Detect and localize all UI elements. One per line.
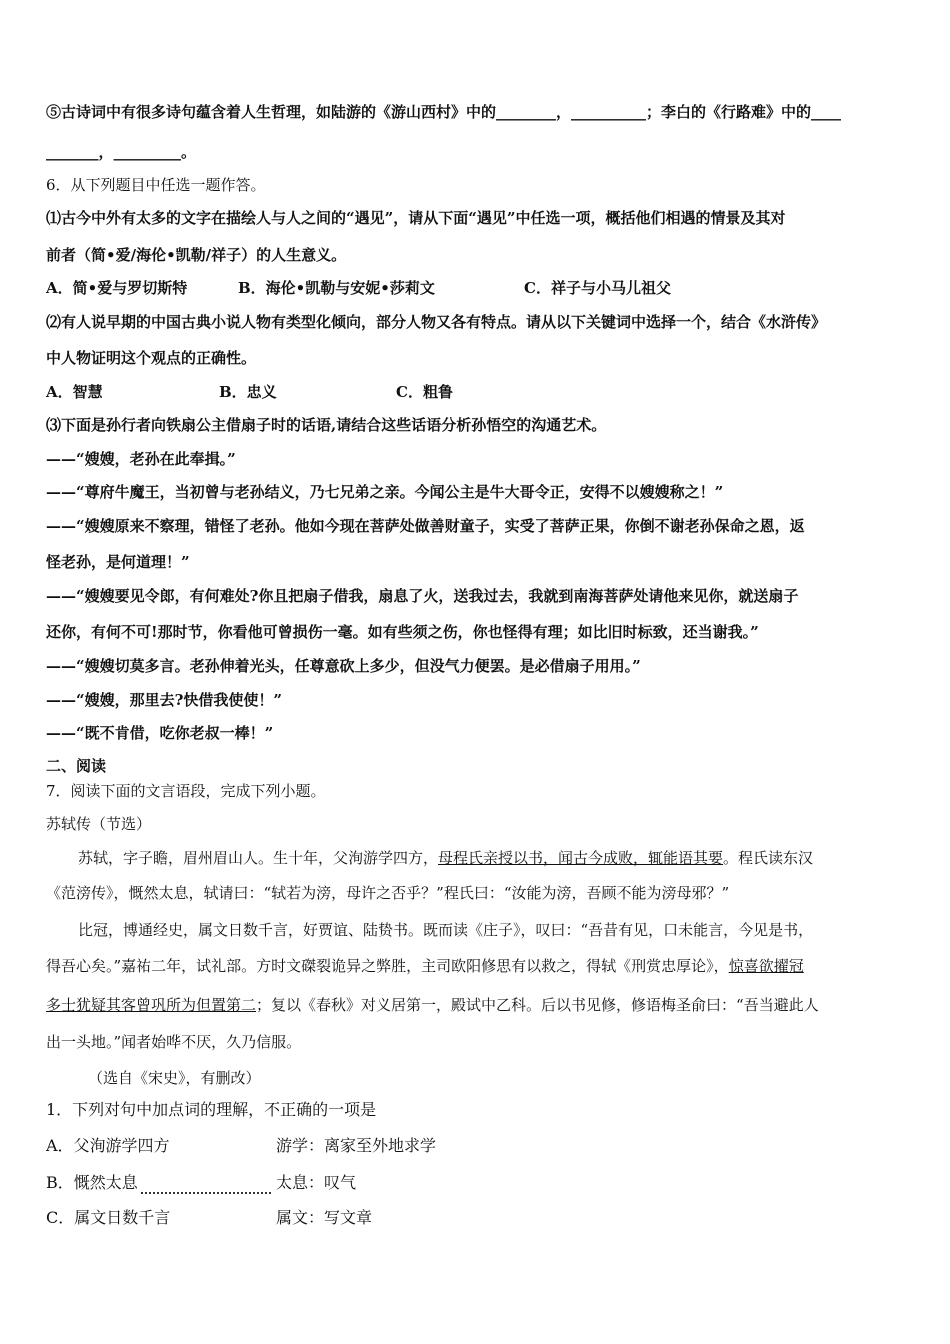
q6-p2-line2: 中人物证明这个观点的正确性。 (46, 349, 257, 367)
q6-p1-option-b: B．海伦•凯勒与安妮•莎莉文 (238, 279, 435, 297)
q6-p2-options (46, 382, 453, 402)
dialogue-line: ——“尊府牛魔王，当初曾与老孙结义，乃七兄弟之亲。今闻公主是牛大哥令正，安得不以嫂嫂称之！” (46, 483, 724, 501)
q6-p3-line1: ⑶下面是孙行者向铁扇公主借扇子时的话语,请结合这些话语分析孙悟空的沟通艺术。 (46, 416, 607, 434)
q6-p2-option-b: B．忠义 (219, 383, 277, 401)
passage-para2-line1: 比冠，博通经史，属文日数千言，好贾谊、陆贽书。既而读《庄子》，叹曰：“吾昔有见，口未能言，今见是书， (78, 921, 814, 939)
sub-q1-option-c: C．属文日数千言 属文：写文章 (46, 1208, 373, 1227)
q5-item5-line2: _______，_________。 (46, 143, 197, 161)
sub-q1-option-b: B．慨然太息 太息：叹气 (46, 1173, 357, 1192)
underlined-sentence: 多士犹疑其客曾巩所为但置第二 (46, 996, 257, 1014)
passage-source: （选自《宋史》，有删改） (88, 1069, 261, 1087)
passage-para2-line3: 多士犹疑其客曾巩所为但置第二；复以《春秋》对义居第一，殿试中乙科。后以书见修，修语梅圣俞曰：“吾当避此人 (46, 996, 819, 1014)
passage-para2-line2: 得吾心矣。”嘉祐二年，试礼部。方时文磔裂诡异之弊胜，主司欧阳修思有以救之，得轼《刑赏忠厚论》，惊喜欲擢冠 (46, 957, 804, 975)
sub-q1-option-a: A．父洵游学四方 游学：离家至外地求学 (46, 1136, 437, 1155)
q6-p2-option-c: C．粗鲁 (396, 383, 453, 401)
q6-p2-option-a: A．智慧 (46, 383, 103, 401)
underlined-sentence: 惊喜欲擢冠 (728, 957, 804, 975)
passage-para1-line1: 苏轼，字子瞻，眉州眉山人。生十年，父洵游学四方，母程氏亲授以书，闻古今成败，辄能语其要。程氏读东汉 (78, 849, 814, 867)
dialogue-line: ——“嫂嫂原来不察理，错怪了老孙。他如今现在菩萨处做善财童子，实受了菩萨正果，你倒不谢老孙保命之恩，返 (46, 517, 805, 535)
passage-para2-line4: 出一头地。”闻者始哗不厌，久乃信服。 (46, 1033, 302, 1051)
q6-p2-line1: ⑵有人说早期的中国古典小说人物有类型化倾向，部分人物又各有特点。请从以下关键词中选择一个，结合《水浒传》 (46, 313, 827, 331)
q6-p1-line2: 前者（简•爱/海伦•凯勒/祥子）的人生意义。 (46, 246, 347, 264)
dialogue-line: 怪老孙，是何道理！” (46, 553, 190, 571)
dialogue-line: ——“既不肯借，吃你老叔一棒！” (46, 724, 274, 742)
sub-q1-stem: 1．下列对句中加点词的理解，不正确的一项是 (46, 1100, 377, 1119)
passage-title: 苏轼传（节选） (46, 815, 152, 833)
q6-heading: 6．从下列题目中任选一题作答。 (46, 176, 266, 194)
q7-heading: 7．阅读下面的文言语段，完成下列小题。 (46, 782, 326, 800)
dialogue-line: 还你，有何不可!那时节，你看他可曾损伤一毫。如有些须之伤，你也怪得有理；如比旧时标致，还当谢我。” (46, 623, 759, 641)
dialogue-line: ——“嫂嫂切莫多言。老孙伸着光头，任尊意砍上多少，但没气力便罢。是必借扇子用用。” (46, 657, 641, 675)
q6-p1-options (46, 278, 671, 298)
underlined-sentence: 母程氏亲授以书，闻古今成败，辄能语其要 (438, 849, 724, 867)
q6-p1-line1: ⑴古今中外有太多的文字在描绘人与人之间的“遇见”，请从下面“遇见”中任选一项，概括他们相遇的情景及其对 (46, 209, 786, 227)
dialogue-line: ——“嫂嫂要见令郎，有何难处?你且把扇子借我，扇息了火，送我过去，我就到南海菩萨处请他来见你，就送扇子 (46, 587, 799, 605)
q6-p1-option-c: C．祥子与小马儿祖父 (524, 279, 671, 297)
section-heading: 二、阅读 (46, 757, 107, 775)
dialogue-line: ——“嫂嫂，老孙在此奉揖。” (46, 450, 236, 468)
dialogue-line: ——“嫂嫂，那里去?快借我使使！” (46, 691, 283, 709)
emphasis-dots (141, 1172, 271, 1194)
q5-item5-line1: ⑤古诗词中有很多诗句蕴含着人生哲理，如陆游的《游山西村》中的________，__________；李白的《行路难》中的____ (46, 103, 842, 121)
passage-para1-line2: 《范滂传》，慨然太息，轼请曰：“轼若为滂，母许之否乎？”程氏曰：“汝能为滂，吾顾不能为滂母邪？” (46, 884, 730, 902)
q6-p1-option-a: A．简•爱与罗切斯特 (46, 279, 188, 297)
